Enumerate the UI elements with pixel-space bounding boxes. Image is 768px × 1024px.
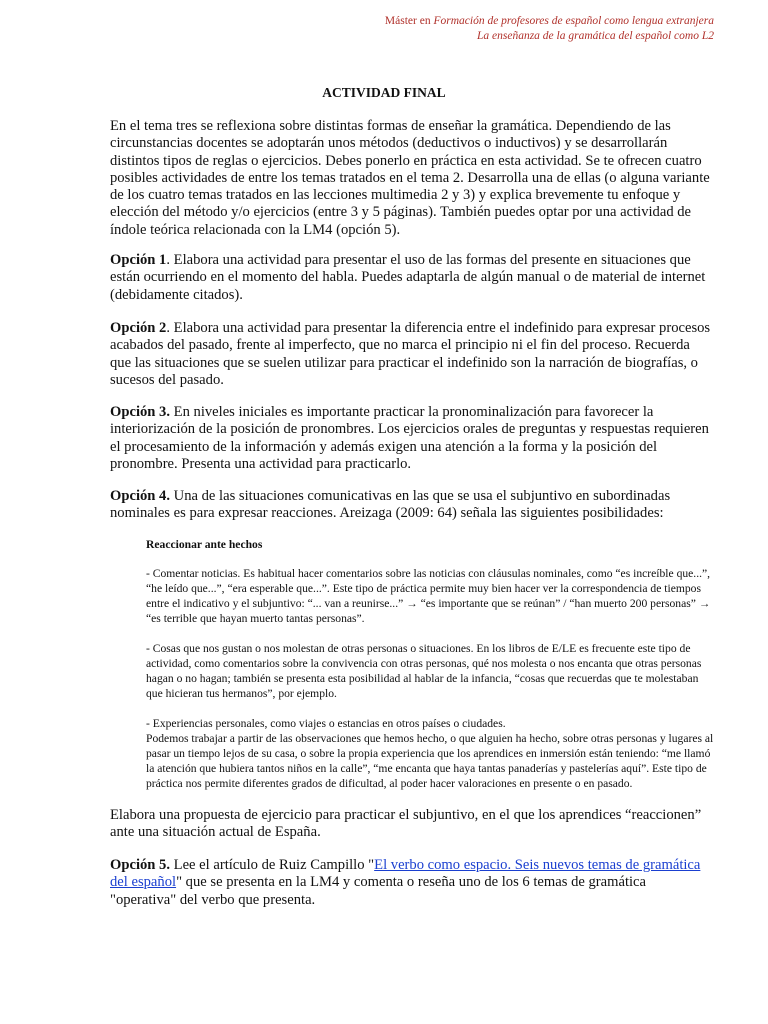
page-title: ACTIVIDAD FINAL [322, 85, 446, 100]
option-4 [110, 488, 714, 523]
quote-paragraph-news: - Comentar noticias. Es habitual hacer comentarios sobre las noticias con cláusulas nominales, como “es increíble que...”, “he leído que...”, “era esperable que...”. Este tipo de práctica permite muy bien hacer ver la correspondencia de tiempos entre el indicativo y el subjuntivo: “... van a reunirse...” → “es importante que se reúnan” / “han muerto 200 personas” → “es terrible que hayan muerto tantas personas”. [146, 567, 711, 625]
option-text: Una de las situaciones comunicativas en las que se usa el subjuntivo en subordinadas nominales es para expresar reacciones. Areizaga (2009: 64) señala las siguientes posibilidades: [110, 488, 671, 522]
option-text: En niveles iniciales es importante practicar la pronominalización para favorecer la interiorización de la posición de pronombres. Los ejercicios orales de preguntas y respuestas requieren el procesamiento de la información y además exigen una atención a la forma y la posición del pronombre. Presenta una actividad para practicarlo. [110, 404, 709, 472]
document-header [385, 14, 714, 44]
option-label: Opción 4. [110, 488, 171, 504]
quote-paragraph-experiences-detail: Podemos trabajar a partir de las observaciones que hemos hecho, o que alguien ha hecho, sobre otras personas y lugares al pasar un tiempo lejos de su casa, o sobre la propia experiencia que los aprendices en inmersión están teniendo: “me llamó la atención que hubiera tantos niños en la calle”, “me encanta que haya tantas panaderías y pastelerías aquí”. Este tipo de práctica nos permite diferentes grados de dificultad, al poder hacer valoraciones en presente o en pasado. [146, 732, 714, 790]
quote-paragraph-experiences: - Experiencias personales, como viajes o estancias en otros países o ciudades. [146, 717, 506, 730]
option-text: . Elabora una actividad para presentar el uso de las formas del presente en situaciones que están ocurriendo en el momento del habla. Puedes adaptarla de algún manual o de material de internet (debidamente citados). [110, 252, 706, 303]
intro-paragraph [110, 118, 714, 239]
option-text: . Elabora una actividad para presentar la diferencia entre el indefinido para expresar procesos acabados del pasado, frente al imperfecto, que no marca el principio ni el fin del proceso. Recuerda que las situaciones que se suelen utilizar para practicar el indefinido son la narración de biografías, o sucesos del pasado. [110, 320, 711, 388]
option-5: Opción 5. Lee el artículo de Ruiz Campillo "El verbo como espacio. Seis nuevos temas de gramática del español" que se presenta en la LM4 y comenta o reseña uno de los 6 temas de gramática "operativa" del verbo que presenta. [110, 857, 701, 908]
option-label: Opción 2 [110, 320, 167, 336]
option-2 [110, 320, 714, 389]
header-line-1: Máster en Formación de profesores de español como lengua extranjera [384, 15, 714, 27]
header-line-2: La enseñanza de la gramática del español como L2 [476, 30, 714, 42]
after-quote-paragraph: Elabora una propuesta de ejercicio para practicar el subjuntivo, en el que los aprendices “reaccionen” ante una situación actual de España. [110, 807, 702, 841]
intro-text: En el tema tres se reflexiona sobre distintas formas de enseñar la gramática. Dependiendo de las circunstancias docentes se adoptarán unos métodos (deductivos o inductivos) y se desarrollarán distintos tipos de reglas o ejercicios. Debes ponerlo en práctica en esta actividad. Se te ofrecen cuatro posibles actividades de entre los temas tratados en el tema 2. Desarrolla una de ellas (o alguna variante de los cuatro temas tratados en las lecciones multimedia 2 y 3) y explica brevemente tu enfoque y elección del método y/o ejercicios (entre 3 y 5 páginas). También puedes optar por una actividad de índole teórica relacionada con la LM4 (opción 5). [110, 118, 710, 238]
quote-paragraph-preferences: - Cosas que nos gustan o nos molestan de otras personas o situaciones. En los libros de E/LE es frecuente este tipo de actividad, como comentarios sobre la convivencia con otras personas, qué nos molesta o nos encanta que otras personas hagan o no hagan; también se presenta esta posibilidad al hablar de la infancia, “cosas que recuerdas que te molestaban que hicieran tus hermanos”, por ejemplo. [146, 642, 702, 700]
quoted-block [146, 537, 716, 791]
program-name: Formación de profesores de español como lengua extranjera [433, 15, 714, 27]
option-label: Opción 5. [110, 857, 171, 873]
option-1 [110, 252, 714, 304]
option-3 [110, 404, 714, 473]
option-label: Opción 3. [110, 404, 171, 420]
article-link[interactable]: El verbo como espacio. Seis nuevos temas de gramática del español [110, 857, 701, 891]
quote-heading: Reaccionar ante hechos [146, 538, 263, 551]
option-label: Opción 1 [110, 252, 167, 268]
